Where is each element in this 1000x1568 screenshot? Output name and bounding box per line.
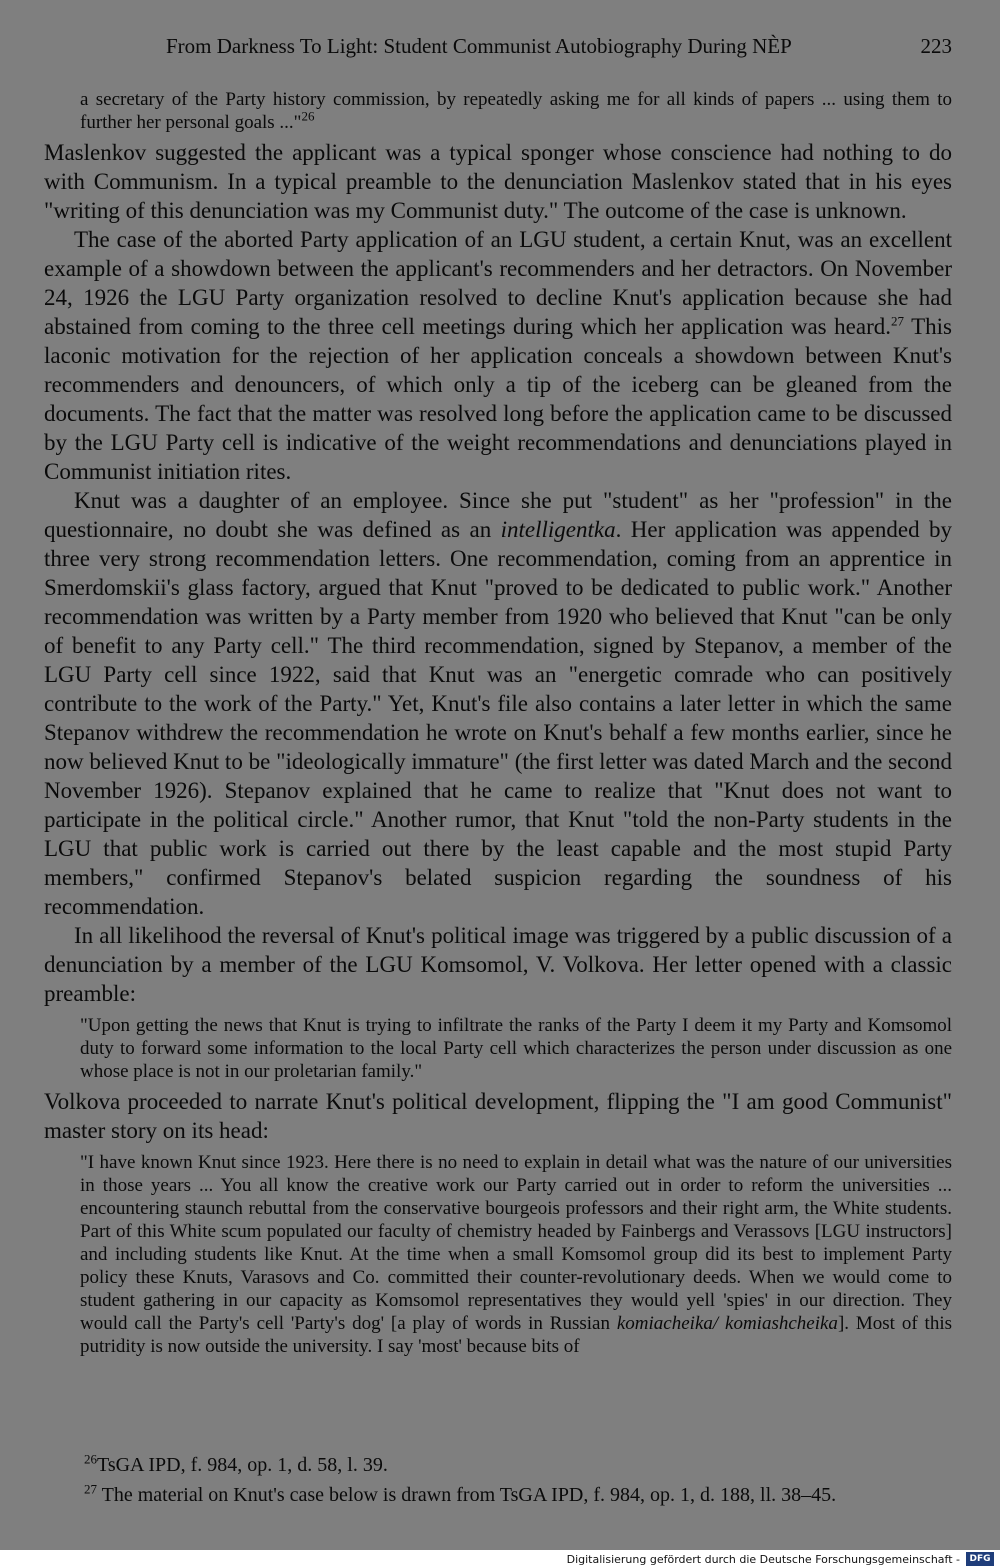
footnote — [84, 1480, 954, 1510]
paragraph — [44, 486, 952, 921]
paragraph-text: Knut was a daughter of an employee. Since she put "student" as her "profession" in the questionnaire, no doubt she was defined as an — [44, 488, 952, 542]
running-header — [140, 30, 952, 64]
paragraph — [44, 225, 952, 486]
quote-text: "I have known Knut since 1923. Here there is no need to explain in detail what was the nature of our universities in those years ... You all know the creative work our Party carried out in order to reform the universities ... encountering staunch rebuttal from the conservative bourgeois professors and their right arm, the White students. Part of this White scum populated our faculty of chemistry headed by Fainbergs and Verassovs [LGU instructors] and including students like Knut. At the time when a small Komsomol group did its best to implement Party policy these Knuts, Varasovs and Co. committed their counter-revolutionary deeds. When we would come to student gathering in our capacity as Komsomol representatives they would yell 'spies' in our direction. They would call the Party's cell 'Party's dog' [a play of words in Russian — [80, 1152, 952, 1334]
footnote-number: 26 — [84, 1451, 97, 1467]
footnote — [84, 1450, 954, 1480]
digitization-footer — [0, 1550, 1000, 1568]
italic-term: komiacheika/ komiashcheika — [616, 1313, 838, 1334]
paragraph-text: The case of the aborted Party application of an LGU student, a certain Knut, was an excellent example of a showdown between the applicant's recommenders and her detractors. On November 24, 1926 the LGU Party organization resolved to decline Knut's application because she had abstained from coming to the three cell meetings during which her application was heard. — [44, 227, 952, 339]
paragraph-text: This laconic motivation for the rejection of her application conceals a showdown between Knut's recommenders and denouncers, of which only a tip of the iceberg can be gleaned from the documents. The fact that the matter was resolved long before the application came to be discussed by the LGU Party cell is indicative of the weight recommendations and denunciations played in Communist initiation rites. — [44, 314, 953, 484]
quote-text: a secretary of the Party history commission, by repeatedly asking me for all kinds of papers ... using them to further her personal goals ..." — [80, 89, 952, 133]
block-quote: "Upon getting the news that Knut is trying to infiltrate the ranks of the Party I deem it my Party and Komsomol duty to forward some information to the local Party cell which characterizes the person under discussion as one whose place is not in our proletarian family." — [80, 1015, 952, 1082]
footnote-ref: 26 — [301, 108, 315, 124]
dfg-logo-icon: DFG — [966, 1552, 994, 1566]
footnotes — [84, 1450, 954, 1510]
paragraph-text: . Her application was appended by three very strong recommendation letters. One recommendation, coming from an apprentice in Smerdomskii's glass factory, argued that Knut "proved to be dedicated to public work." Another recommendation was written by a Party member from 1920 who believed that Knut "can be only of benefit to any Party cell." The third recommendation, signed by Stepanov, a member of the LGU Party cell since 1922, said that Knut was an "energetic comrade who can positively contribute to the work of the Party." Yet, Knut's file also contains a later letter in which the same Stepanov withdrew the recommendation he wrote on Knut's behalf a few months earlier, since he now believed Knut to be "ideologically immature" (the first letter was dated March and the second November 1926). Stepanov explained that he came to realize that "Knut does not want to participate in the political circle." Another rumor, that Knut "told the non-Party students in the LGU that public work is carried out there by the least capable and the most stupid Party members," confirmed Stepanov's belated suspicion regarding the soundness of his recommendation. — [44, 517, 952, 919]
main-text — [44, 88, 952, 1358]
block-quote — [80, 1151, 952, 1358]
paragraph: Maslenkov suggested the applicant was a typical sponger whose conscience had nothing to do with Communism. In a typical preamble to the denunciation Maslenkov stated that in his eyes "writing of this denunciation was my Communist duty." The outcome of the case is unknown. — [44, 140, 952, 223]
running-title: From Darkness To Light: Student Communist Autobiography During NÈP — [166, 34, 792, 58]
italic-term: intelligentka — [500, 517, 616, 542]
page-number: 223 — [920, 34, 952, 58]
paragraph: Volkova proceeded to narrate Knut's political development, flipping the "I am good Communist" master story on its head: — [44, 1089, 952, 1143]
quote-text: ]. Most of this putridity is now outside the university. I say 'most' because bits of — [80, 1313, 952, 1357]
footnote-number: 27 — [84, 1481, 97, 1497]
paragraph: In all likelihood the reversal of Knut's political image was triggered by a public discussion of a denunciation by a member of the LGU Komsomol, V. Volkova. Her letter opened with a classic preamble: — [44, 923, 952, 1006]
funding-notice: Digitalisierung gefördert durch die Deutsche Forschungsgemeinschaft - — [566, 1553, 960, 1566]
footnote-text: TsGA IPD, f. 984, op. 1, d. 58, l. 39. — [97, 1454, 388, 1476]
block-quote — [80, 88, 952, 134]
footnote-ref: 27 — [891, 313, 904, 329]
footnote-text: The material on Knut's case below is drawn from TsGA IPD, f. 984, op. 1, d. 188, ll. 38–45. — [101, 1484, 837, 1506]
